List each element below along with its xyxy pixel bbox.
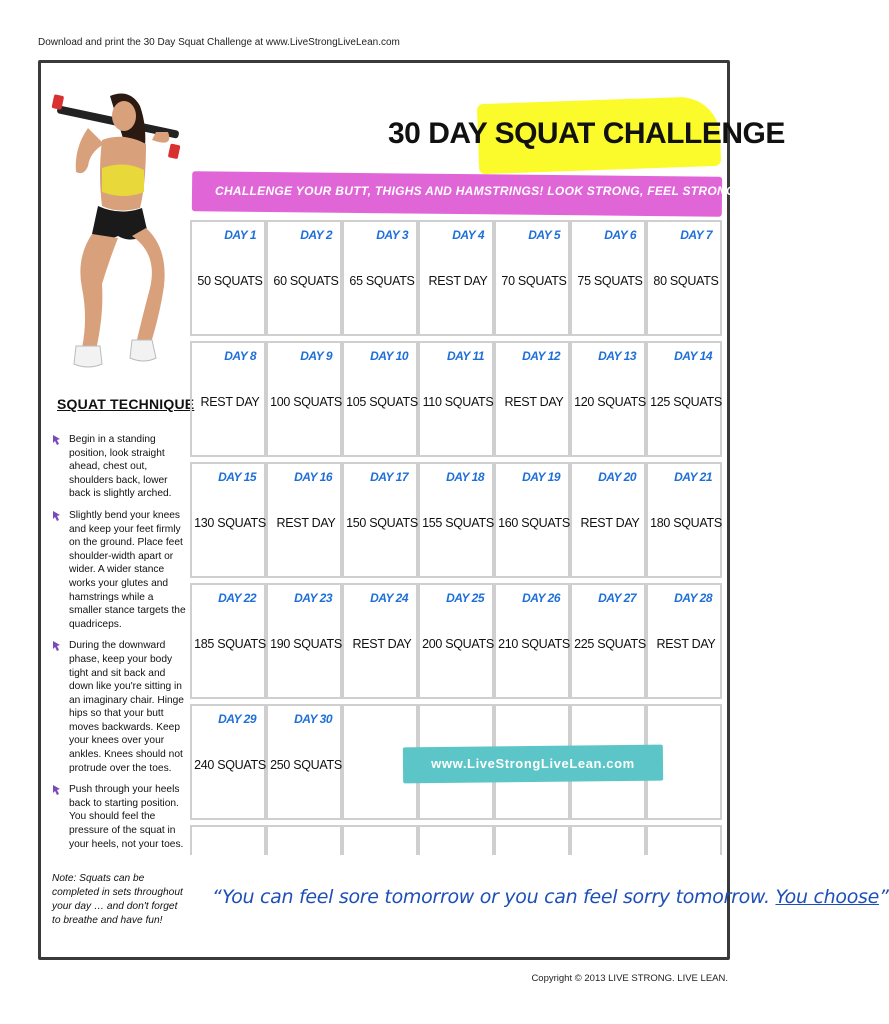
calendar-day-cell bbox=[266, 704, 342, 820]
calendar-grid bbox=[190, 220, 722, 940]
calendar-empty-cell bbox=[646, 825, 722, 855]
calendar-empty-cell bbox=[494, 825, 570, 855]
list-item bbox=[52, 509, 187, 631]
subtitle: CHALLENGE YOUR BUTT, THIGHS AND HAMSTRINGS! LOOK STRONG, FEEL STRONG[ER]. bbox=[215, 184, 766, 198]
calendar-empty-cell bbox=[266, 825, 342, 855]
calendar-empty-cell bbox=[342, 825, 418, 855]
quote-main: “You can feel sore tomorrow or you can feel sorry tomorrow. bbox=[212, 886, 770, 908]
quote-end: ” bbox=[879, 886, 889, 908]
day-label: DAY 1 bbox=[224, 228, 256, 242]
bullet-icon bbox=[52, 435, 61, 445]
quote-emphasis: You choose bbox=[775, 886, 880, 908]
calendar-day-cell bbox=[494, 341, 570, 457]
day-label: DAY 30 bbox=[294, 712, 332, 726]
calendar-day-cell bbox=[266, 462, 342, 578]
day-value: REST DAY bbox=[504, 395, 564, 409]
copyright: Copyright © 2013 LIVE STRONG. LIVE LEAN. bbox=[531, 973, 728, 984]
calendar-day-cell bbox=[494, 583, 570, 699]
day-label: DAY 11 bbox=[446, 349, 484, 363]
day-value: 240 SQUATS bbox=[194, 758, 266, 772]
day-label: DAY 16 bbox=[294, 470, 332, 484]
day-label: DAY 20 bbox=[598, 470, 636, 484]
day-value: 160 SQUATS bbox=[498, 516, 570, 530]
day-label: DAY 4 bbox=[452, 228, 484, 242]
day-value: REST DAY bbox=[580, 516, 640, 530]
calendar-day-cell bbox=[570, 583, 646, 699]
day-label: DAY 13 bbox=[598, 349, 636, 363]
day-label: DAY 10 bbox=[370, 349, 408, 363]
day-label: DAY 5 bbox=[528, 228, 560, 242]
calendar-day-cell bbox=[342, 462, 418, 578]
tip-text: Slightly bend your knees and keep your feet firmly on the ground. Place feet shoulder-width apart or wider. A wider stance works your glutes and hamstrings while a smaller stance targets the quadriceps. bbox=[69, 509, 186, 630]
calendar-day-cell bbox=[266, 583, 342, 699]
calendar-day-cell bbox=[494, 462, 570, 578]
calendar-day-cell bbox=[570, 341, 646, 457]
bullet-icon bbox=[52, 641, 61, 651]
day-label: DAY 14 bbox=[674, 349, 712, 363]
day-value: 110 SQUATS bbox=[422, 395, 494, 409]
calendar-day-cell bbox=[190, 220, 266, 336]
day-label: DAY 19 bbox=[522, 470, 560, 484]
day-label: DAY 3 bbox=[376, 228, 408, 242]
bullet-icon bbox=[52, 511, 61, 521]
day-value: REST DAY bbox=[352, 637, 412, 651]
day-value: REST DAY bbox=[656, 637, 716, 651]
bullet-icon bbox=[52, 785, 61, 795]
calendar-day-cell bbox=[570, 220, 646, 336]
day-value: 210 SQUATS bbox=[498, 637, 570, 651]
list-item bbox=[52, 639, 187, 775]
calendar-day-cell bbox=[646, 220, 722, 336]
tip-text: During the downward phase, keep your body tight and sit back and down like you're sitting in an imaginary chair. Hinge hips so that your butt moves backwards. Keep your knees over your ankles. Knees should not protrude over the toes. bbox=[69, 640, 184, 774]
site-banner-text: www.LiveStrongLiveLean.com bbox=[431, 756, 635, 771]
day-label: DAY 23 bbox=[294, 591, 332, 605]
day-label: DAY 6 bbox=[604, 228, 636, 242]
calendar-day-cell bbox=[418, 462, 494, 578]
day-value: 180 SQUATS bbox=[650, 516, 722, 530]
calendar-day-cell bbox=[266, 220, 342, 336]
calendar-day-cell bbox=[342, 220, 418, 336]
day-value: REST DAY bbox=[276, 516, 336, 530]
calendar-day-cell bbox=[646, 583, 722, 699]
calendar-empty-cell bbox=[190, 825, 266, 855]
technique-note: Note: Squats can be completed in sets throughout your day … and don't forget to breathe and have fun! bbox=[52, 873, 183, 926]
day-label: DAY 27 bbox=[598, 591, 636, 605]
day-value: REST DAY bbox=[428, 274, 488, 288]
list-item bbox=[52, 783, 187, 851]
day-value: 120 SQUATS bbox=[574, 395, 646, 409]
day-value: 150 SQUATS bbox=[346, 516, 418, 530]
day-value: 225 SQUATS bbox=[574, 637, 646, 651]
calendar-day-cell bbox=[418, 220, 494, 336]
day-label: DAY 2 bbox=[300, 228, 332, 242]
quote bbox=[212, 886, 889, 908]
calendar-day-cell bbox=[190, 341, 266, 457]
day-value: 125 SQUATS bbox=[650, 395, 722, 409]
calendar-day-cell bbox=[494, 220, 570, 336]
day-label: DAY 8 bbox=[224, 349, 256, 363]
calendar-empty-cell bbox=[418, 825, 494, 855]
day-label: DAY 24 bbox=[370, 591, 408, 605]
day-value: 155 SQUATS bbox=[422, 516, 494, 530]
calendar-day-cell bbox=[190, 704, 266, 820]
day-label: DAY 18 bbox=[446, 470, 484, 484]
day-value: 185 SQUATS bbox=[194, 637, 266, 651]
calendar-day-cell bbox=[190, 583, 266, 699]
calendar-day-cell bbox=[418, 583, 494, 699]
day-label: DAY 21 bbox=[674, 470, 712, 484]
list-item bbox=[52, 433, 187, 501]
day-label: DAY 28 bbox=[674, 591, 712, 605]
calendar-empty-cell bbox=[570, 825, 646, 855]
tip-text: Begin in a standing position, look straight ahead, chest out, shoulders back, lower back is slightly arched. bbox=[69, 434, 172, 500]
calendar-day-cell bbox=[570, 462, 646, 578]
calendar-day-cell bbox=[266, 341, 342, 457]
day-value: 190 SQUATS bbox=[270, 637, 342, 651]
day-label: DAY 15 bbox=[218, 470, 256, 484]
day-label: DAY 7 bbox=[680, 228, 712, 242]
calendar-day-cell bbox=[342, 341, 418, 457]
day-value: REST DAY bbox=[200, 395, 260, 409]
day-value: 200 SQUATS bbox=[422, 637, 494, 651]
athlete-photo bbox=[48, 88, 188, 383]
calendar-day-cell bbox=[190, 462, 266, 578]
calendar-day-cell bbox=[646, 341, 722, 457]
day-value: 60 SQUATS bbox=[273, 274, 339, 288]
day-value: 70 SQUATS bbox=[501, 274, 567, 288]
day-value: 250 SQUATS bbox=[270, 758, 342, 772]
day-value: 105 SQUATS bbox=[346, 395, 418, 409]
day-label: DAY 22 bbox=[218, 591, 256, 605]
day-value: 50 SQUATS bbox=[197, 274, 263, 288]
tip-text: Push through your heels back to starting position. You should feel the pressure of the squat in your heels, not your toes. bbox=[69, 784, 184, 850]
calendar-day-cell bbox=[342, 583, 418, 699]
day-value: 100 SQUATS bbox=[270, 395, 342, 409]
download-note: Download and print the 30 Day Squat Challenge at www.LiveStrongLiveLean.com bbox=[38, 37, 400, 48]
day-label: DAY 9 bbox=[300, 349, 332, 363]
technique-tips bbox=[52, 433, 187, 859]
day-value: 80 SQUATS bbox=[653, 274, 719, 288]
calendar-day-cell bbox=[418, 341, 494, 457]
calendar-day-cell bbox=[646, 462, 722, 578]
day-label: DAY 25 bbox=[446, 591, 484, 605]
day-value: 65 SQUATS bbox=[349, 274, 415, 288]
day-label: DAY 12 bbox=[522, 349, 560, 363]
day-label: DAY 29 bbox=[218, 712, 256, 726]
technique-heading: SQUAT TECHNIQUE bbox=[57, 396, 195, 412]
day-label: DAY 26 bbox=[522, 591, 560, 605]
day-value: 75 SQUATS bbox=[577, 274, 643, 288]
day-label: DAY 17 bbox=[370, 470, 408, 484]
day-value: 130 SQUATS bbox=[194, 516, 266, 530]
page-title: 30 DAY SQUAT CHALLENGE bbox=[388, 117, 785, 150]
